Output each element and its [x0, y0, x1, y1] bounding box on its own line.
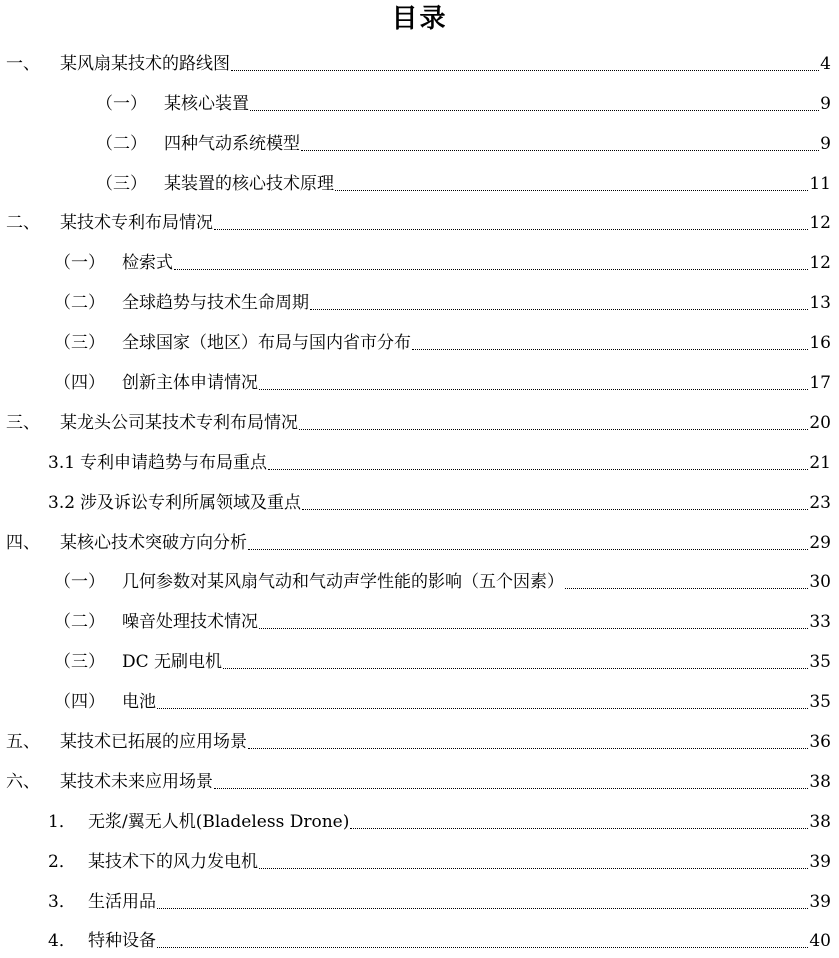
toc-entry[interactable]: [0, 839, 839, 879]
dot-leader: [214, 787, 808, 789]
toc-entry-text: 某技术未来应用场景: [60, 771, 213, 792]
toc-entry-text: 检索式: [122, 253, 173, 274]
toc-entry[interactable]: [0, 919, 839, 958]
toc-entry-page-number: 29: [809, 532, 831, 553]
toc-entry-number: （一）: [54, 572, 105, 593]
toc-entry-page-number: 23: [809, 492, 831, 513]
toc-entry[interactable]: [0, 201, 839, 241]
toc-entry-number: （四）: [54, 373, 105, 394]
toc-entry-number: （三）: [96, 173, 147, 194]
dot-leader: [223, 667, 808, 669]
toc-entry[interactable]: [0, 81, 839, 121]
toc-entry-heading: [54, 372, 258, 400]
toc-entry-text: 几何参数对某风扇气动和气动声学性能的影响（五个因素）: [122, 572, 564, 593]
toc-entry-heading: [54, 252, 173, 280]
toc-entry-heading: [54, 691, 156, 719]
dot-leader: [259, 388, 808, 390]
toc-entry-text: 创新主体申请情况: [122, 373, 258, 394]
toc-entry[interactable]: [0, 759, 839, 799]
toc-entry-number: 1．: [48, 811, 76, 832]
toc-entry-page-number: 9: [820, 93, 831, 114]
toc-entry-number: 3．: [48, 891, 76, 912]
dot-leader: [259, 867, 808, 869]
dot-leader: [302, 508, 808, 510]
toc-entry-heading: [48, 851, 258, 879]
dot-leader: [310, 308, 808, 310]
toc-entry-page-number: 11: [809, 173, 831, 194]
toc-entry-text: 某装置的核心技术原理: [164, 173, 334, 194]
dot-leader: [335, 189, 808, 191]
toc-entry-heading: [6, 53, 230, 81]
toc-entry-text: 生活用品: [88, 891, 156, 912]
toc-entry[interactable]: [0, 320, 839, 360]
toc-entry-page-number: 33: [809, 612, 831, 633]
toc-entry-heading: [54, 292, 309, 320]
toc-entry-text: 全球国家（地区）布局与国内省市分布: [122, 333, 411, 354]
toc-entry[interactable]: [0, 679, 839, 719]
toc-entry-number: （一）: [96, 93, 147, 114]
toc-entry-number: 二、: [6, 213, 40, 234]
toc-entry[interactable]: [0, 520, 839, 560]
toc-entry-heading: [96, 173, 334, 201]
dot-leader: [301, 149, 819, 151]
toc-entry-heading: [6, 771, 213, 799]
toc-entry[interactable]: [0, 560, 839, 600]
toc-entry[interactable]: [0, 41, 839, 81]
dot-leader: [157, 907, 808, 909]
toc-entry-text: 某技术已拓展的应用场景: [60, 732, 247, 753]
toc-entry-number: 六、: [6, 771, 40, 792]
toc-entry-text: 某核心装置: [164, 93, 249, 114]
dot-leader: [299, 428, 808, 430]
dot-leader: [259, 627, 808, 629]
toc-entry-page-number: 30: [809, 572, 831, 593]
toc-entry-text: 某核心技术突破方向分析: [60, 532, 247, 553]
dot-leader: [412, 348, 808, 350]
toc-entry[interactable]: [0, 360, 839, 400]
toc-entry-page-number: 36: [809, 732, 831, 753]
dot-leader: [174, 268, 808, 270]
toc-entry-page-number: 12: [809, 253, 831, 274]
dot-leader: [231, 69, 819, 71]
toc-entry-page-number: 4: [820, 53, 831, 74]
toc-entry-number: 一、: [6, 53, 40, 74]
toc-entry[interactable]: [0, 161, 839, 201]
toc-entry-heading: [48, 930, 156, 958]
toc-entry[interactable]: [0, 879, 839, 919]
toc-entry-number: （二）: [96, 133, 147, 154]
dot-leader: [157, 946, 808, 948]
toc-entry[interactable]: [0, 719, 839, 759]
toc-entry-text: 全球趋势与技术生命周期: [122, 293, 309, 314]
toc-entry[interactable]: [0, 280, 839, 320]
toc-entry-text: 某技术专利布局情况: [60, 213, 213, 234]
dot-leader: [248, 548, 808, 550]
toc-entry-heading: [54, 611, 258, 639]
toc-entry-number: （三）: [54, 333, 105, 354]
toc-entry-page-number: 20: [809, 412, 831, 433]
toc-entry[interactable]: [0, 480, 839, 520]
toc-entry-heading: [96, 93, 249, 121]
toc-entry-page-number: 35: [809, 692, 831, 713]
toc-entry[interactable]: [0, 599, 839, 639]
toc-entry-heading: [54, 332, 411, 360]
toc-entry-text: 特种设备: [88, 931, 156, 952]
dot-leader: [350, 827, 808, 829]
toc-list: [0, 41, 839, 958]
toc-entry-page-number: 12: [809, 213, 831, 234]
dot-leader: [565, 587, 808, 589]
toc-entry-heading: [54, 571, 564, 599]
toc-entry-text: 无浆/翼无人机(Bladeless Drone): [88, 811, 350, 832]
toc-entry-text: 涉及诉讼专利所属领域及重点: [80, 492, 301, 513]
toc-entry-number: （三）: [54, 652, 105, 673]
toc-entry-number: （二）: [54, 293, 105, 314]
toc-entry-page-number: 38: [809, 811, 831, 832]
page-title: 目录: [391, 4, 448, 34]
dot-leader: [214, 228, 808, 230]
toc-entry-text: DC 无刷电机: [122, 652, 223, 673]
toc-entry-number: （四）: [54, 692, 105, 713]
toc-entry-page-number: 17: [809, 373, 831, 394]
toc-entry-heading: [54, 651, 222, 679]
dot-leader: [157, 707, 808, 709]
toc-entry-text: 四种气动系统模型: [164, 133, 300, 154]
toc-entry[interactable]: [0, 121, 839, 161]
toc-entry-number: 3.2: [48, 492, 76, 513]
toc-entry-number: （二）: [54, 612, 105, 633]
toc-entry-number: 五、: [6, 732, 40, 753]
toc-entry-page-number: 16: [809, 333, 831, 354]
toc-entry[interactable]: [0, 400, 839, 440]
toc-entry-number: 3.1: [48, 452, 76, 473]
toc-entry-heading: [48, 891, 156, 919]
toc-entry-heading: [48, 492, 301, 520]
toc-entry-text: 噪音处理技术情况: [122, 612, 258, 633]
toc-entry-page-number: 13: [809, 293, 831, 314]
toc-entry-number: 2．: [48, 851, 76, 872]
dot-leader: [268, 468, 808, 470]
dot-leader: [250, 109, 819, 111]
toc-entry-text: 某技术下的风力发电机: [88, 851, 258, 872]
toc-entry-heading: [6, 731, 247, 759]
toc-entry-heading: [96, 133, 300, 161]
toc-entry-page-number: 9: [820, 133, 831, 154]
toc-entry-number: 4．: [48, 931, 76, 952]
dot-leader: [248, 747, 808, 749]
toc-entry-heading: [6, 212, 213, 240]
toc-entry-page-number: 40: [809, 931, 831, 952]
toc-entry-text: 专利申请趋势与布局重点: [80, 452, 267, 473]
toc-entry-page-number: 21: [809, 452, 831, 473]
toc-entry-number: 三、: [6, 412, 40, 433]
toc-entry-heading: [48, 452, 267, 480]
toc-entry[interactable]: [0, 440, 839, 480]
toc-entry-page-number: 39: [809, 851, 831, 872]
toc-entry-page-number: 39: [809, 891, 831, 912]
toc-entry-text: 电池: [122, 692, 156, 713]
toc-entry[interactable]: [0, 799, 839, 839]
toc-entry-page-number: 35: [809, 652, 831, 673]
toc-entry-heading: [6, 532, 247, 560]
toc-entry-number: （一）: [54, 253, 105, 274]
toc-entry-number: 四、: [6, 532, 40, 553]
toc-entry[interactable]: [0, 639, 839, 679]
toc-entry[interactable]: [0, 240, 839, 280]
toc-entry-heading: [6, 412, 298, 440]
toc-entry-heading: [48, 811, 349, 839]
toc-entry-text: 某龙头公司某技术专利布局情况: [60, 412, 298, 433]
toc-entry-page-number: 38: [809, 771, 831, 792]
toc-entry-text: 某风扇某技术的路线图: [60, 53, 230, 74]
